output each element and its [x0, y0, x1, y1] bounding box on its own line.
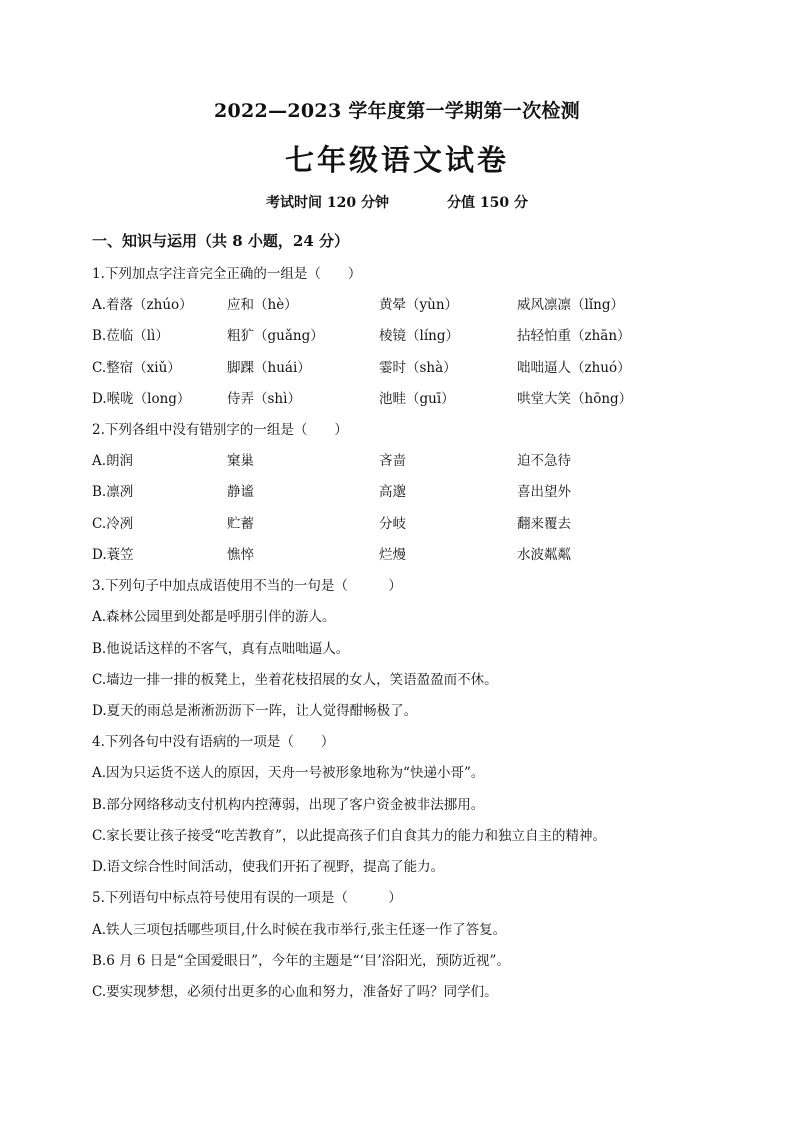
exam-info: [0, 192, 794, 212]
option-cell: 迫不急待: [517, 453, 571, 469]
option-cell: 咄咄逼人（zhuó）: [517, 360, 631, 376]
option-cell: 憔悴: [227, 547, 254, 563]
option-cell: D.喉咙（long）: [92, 391, 191, 407]
question-3-option-c: C.墙边一排一排的板凳上，坐着花枝招展的女人，笑语盈盈而不休。: [92, 672, 498, 688]
option-cell: D.蓑笠: [92, 547, 134, 563]
option-cell: 翻来覆去: [517, 516, 571, 532]
question-5-option-c: C.要实现梦想，必须付出更多的心血和努力，准备好了吗？同学们。: [92, 984, 498, 1000]
question-3-option-a: A.森林公园里到处都是呼朋引伴的游人。: [92, 609, 336, 625]
option-cell: C.整宿（xiǔ）: [92, 360, 181, 376]
question-5-option-b: B.6 月 6 日是“全国爱眼日”，今年的主题是“‘目’浴阳光，预防近视”。: [92, 953, 510, 969]
option-cell: 喜出望外: [517, 484, 571, 500]
option-cell: 水波粼粼: [517, 547, 571, 563]
option-cell: 池畦（guī）: [379, 391, 455, 407]
question-3-stem: 3.下列句子中加点成语使用不当的一句是（ ）: [92, 578, 402, 594]
exam-score: 分值 150 分: [447, 195, 528, 211]
question-3-option-b: B.他说话这样的不客气，真有点咄咄逼人。: [92, 641, 350, 657]
option-cell: 威风凛凛（lǐng）: [517, 297, 624, 313]
option-cell: 静谧: [227, 484, 254, 500]
question-1-row-c: [92, 356, 732, 376]
question-2-stem: 2.下列各组中没有错别字的一组是（ ）: [92, 422, 348, 438]
option-cell: C.冷冽: [92, 516, 134, 532]
option-cell: 脚踝（huái）: [227, 360, 311, 376]
option-cell: 分岐: [379, 516, 406, 532]
option-cell: 烂熳: [379, 547, 406, 563]
question-1-stem: 1.下列加点字注音完全正确的一组是（ ）: [92, 266, 362, 282]
question-2-row-b: [92, 480, 732, 500]
question-4-option-b: B.部分网络移动支付机构内控薄弱，出现了客户资金被非法挪用。: [92, 797, 485, 813]
option-cell: 黄晕（yùn）: [379, 297, 459, 313]
option-cell: 粗犷（guǎng）: [227, 328, 324, 344]
question-1-row-d: [92, 387, 732, 407]
question-4-option-c: C.家长要让孩子接受“吃苦教育”，以此提高孩子们自食其力的能力和独立自主的精神。: [92, 828, 606, 844]
option-cell: 拈轻怕重（zhān）: [517, 328, 631, 344]
question-5-option-a: A.铁人三项包括哪些项目,什么时候在我市举行,张主任逐一作了答复。: [92, 922, 507, 938]
question-1-row-a: [92, 293, 732, 313]
option-cell: A.着落（zhúo）: [92, 297, 193, 313]
section-heading: 一、知识与运用（共 8 小题，24 分）: [92, 232, 349, 250]
option-cell: 吝啬: [379, 453, 406, 469]
option-cell: 霎时（shà）: [379, 360, 457, 376]
exam-paper-title: 七年级语文试卷: [284, 143, 509, 177]
question-2-row-c: [92, 512, 732, 532]
option-cell: 哄堂大笑（hōng）: [517, 391, 633, 407]
question-2-row-a: [92, 449, 732, 469]
option-cell: 高邈: [379, 484, 406, 500]
question-5-stem: 5.下列语句中标点符号使用有误的一项是（ ）: [92, 890, 402, 906]
question-3-option-d: D.夏天的雨总是淅淅沥沥下一阵，让人觉得酣畅极了。: [92, 703, 418, 719]
option-cell: B.凛冽: [92, 484, 134, 500]
exam-period-title: 2022—2023 学年度第一学期第一次检测: [214, 100, 580, 122]
option-cell: 应和（hè）: [227, 297, 298, 313]
question-2-row-d: [92, 543, 732, 563]
exam-time: 考试时间 120 分钟: [266, 195, 389, 211]
question-4-option-a: A.因为只运货不送人的原因，天舟一号被形象地称为“快递小哥”。: [92, 765, 485, 781]
question-4-stem: 4.下列各句中没有语病的一项是（ ）: [92, 734, 335, 750]
question-1-row-b: [92, 324, 732, 344]
option-cell: 窠巢: [227, 453, 254, 469]
option-cell: A.朗润: [92, 453, 134, 469]
option-cell: 棱镜（líng）: [379, 328, 459, 344]
question-4-option-d: D.语文综合性时间活动，使我们开拓了视野，提高了能力。: [92, 859, 445, 875]
option-cell: B.莅临（lì）: [92, 328, 169, 344]
option-cell: 贮蓄: [227, 516, 254, 532]
option-cell: 侍弄（shì）: [227, 391, 301, 407]
